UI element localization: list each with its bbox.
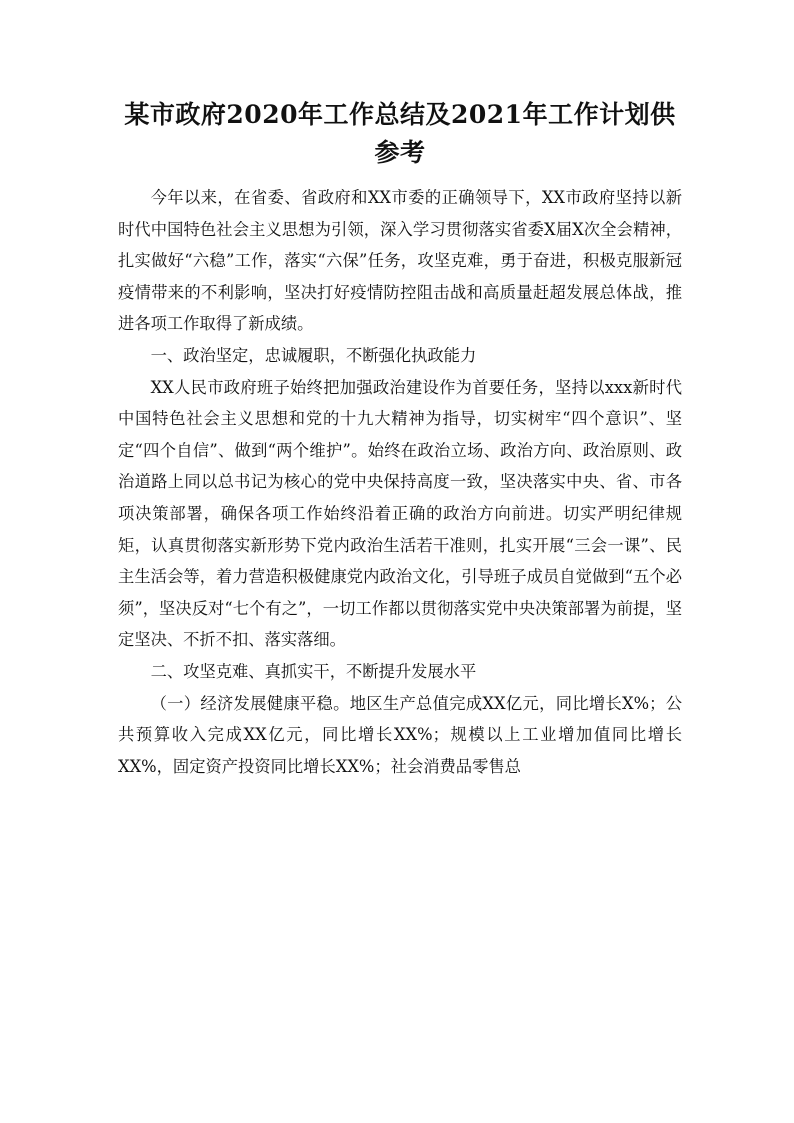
section-1-paragraph: XX人民市政府班子始终把加强政治建设作为首要任务，坚持以xxx新时代中国特色社会主义思想和党的十九大精神为指导，切实树牢“四个意识”、坚定“四个自信”、做到“两个维护”。始终在政治立场、政治方向、政治原则、政治道路上同以总书记为核心的党中央保持高度一致，坚决落实中央、省、市各项决策部署，确保各项工作始终沿着正确的政治方向前进。切实严明纪律规矩，认真贯彻落实新形势下党内政治生活若干准则，扎实开展“三会一课”、民主生活会等，着力营造积极健康党内政治文化，引导班子成员自觉做到“五个必须”，坚决反对“七个有之”，一切工作都以贯彻落实党中央决策部署为前提，坚定坚决、不折不扣、落实落细。 [118,377,682,650]
subsection-1-paragraph: （一）经济发展健康平稳。地区生产总值完成XX亿元，同比增长X%；公共预算收入完成XX亿元，同比增长XX%；规模以上工业增加值同比增长XX%，固定资产投资同比增长XX%；社会消费品零售总 [118,693,682,776]
document-body [118,182,682,782]
section-heading-1: 一、政治坚定，忠诚履职，不断强化执政能力 [150,345,477,365]
document-title [118,96,682,172]
section-heading-2: 二、攻坚克难、真抓实干，不断提升发展水平 [150,661,477,681]
title-line-2: 参考 [374,138,426,167]
intro-paragraph: 今年以来，在省委、省政府和XX市委的正确领导下，XX市政府坚持以新时代中国特色社会主义思想为引领，深入学习贯彻落实省委X届X次全会精神，扎实做好“六稳”工作，落实“六保”任务，攻坚克难，勇于奋进，积极克服新冠疫情带来的不利影响，坚决打好疫情防控阻击战和高质量赶超发展总体战，推进各项工作取得了新成绩。 [118,188,682,334]
title-line-1: 某市政府2020年工作总结及2021年工作计划供 [124,100,676,129]
